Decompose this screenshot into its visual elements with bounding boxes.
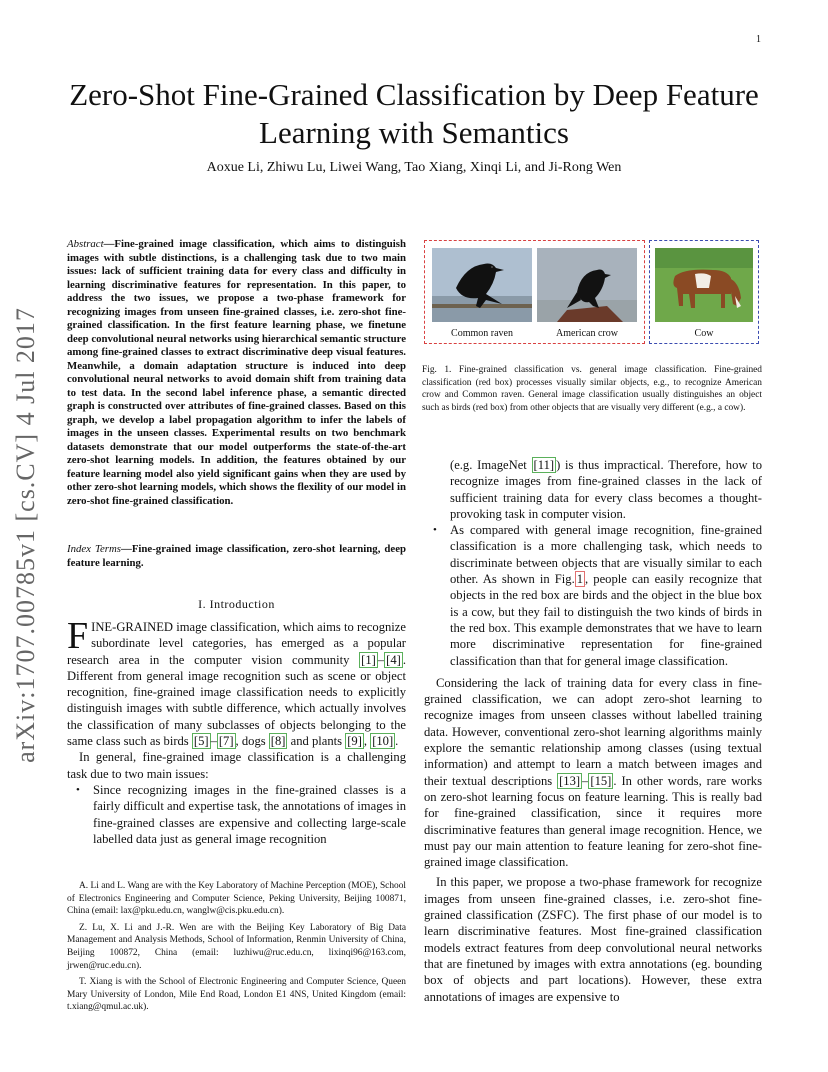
abstract-lead: Abstract bbox=[67, 238, 104, 250]
footnote: Z. Lu, X. Li and J.-R. Wen are with the Beijing Key Laboratory of Big Data Management and Analysis Methods, School of Information, Renmin University of China, Beijing 100872, China (email: luzhiwu@ruc.edu.cn, lixinqi96@163.com, jrwen@ruc.edu.cn). bbox=[67, 922, 406, 971]
intro-text: – bbox=[377, 652, 385, 667]
footnotes bbox=[67, 880, 406, 1018]
introduction-right-column bbox=[424, 457, 762, 1005]
citation-link[interactable]: [4] bbox=[386, 652, 401, 667]
intro-text: – bbox=[210, 734, 217, 749]
figure-link[interactable]: 1 bbox=[576, 572, 584, 587]
citation-link[interactable]: [9] bbox=[347, 734, 362, 749]
footnote: A. Li and L. Wang are with the Key Laboratory of Machine Perception (MOE), School of Electronics Engineering and Computer Science, Peking University, Beijing 100871, China (email: lax@pku.edu.cn, wanglw@cis.pku.edu.cn). bbox=[67, 881, 406, 917]
intro-paragraph-2: In general, fine-grained image classification is a challenging task due to two main issues: bbox=[67, 750, 406, 781]
section-heading: I. Introduction bbox=[198, 597, 275, 611]
arxiv-stamp-text: arXiv:1707.00785v1 [cs.CV] 4 Jul 2017 bbox=[11, 307, 40, 763]
intro-text: . In other words, rare works on zero-shot learning focus on feature learning. This is really bad for fine-grained classification, since it requires more discriminative features than general image recognition. Hence, we must pay our main attention to feature leaning for zero-shot fine-grained image classification. bbox=[424, 773, 762, 870]
citation-link[interactable]: [11] bbox=[533, 458, 555, 472]
issue-list-continued bbox=[424, 457, 762, 669]
author-list: Aoxue Li, Zhiwu Lu, Liwei Wang, Tao Xiang, Xinqi Li, and Ji-Rong Wen bbox=[206, 160, 622, 175]
arxiv-stamp bbox=[2, 300, 50, 770]
issue-list bbox=[67, 782, 406, 847]
cow-image bbox=[655, 248, 753, 322]
abstract-text: —Fine-grained image classification, which aims to distinguish images with subtle distinctions, is a challenging task due to two main issues: lack of sufficient training data for every class and difficulty in learning discriminative features for representation. In this paper, to address the two issues, we propose a two-phase framework for recognizing images from unseen fine-grained classes, i.e. zero-shot fine-grained classification. In the first feature learning phase, we finetune deep convolutional neural networks using hierarchical semantic structure among fine-grained classes to extract discriminative deep visual features. Meanwhile, a domain adaptation structure is induced into deep convolutional neural networks to avoid domain shift from training data to test data. In the second label inference phase, a semantic directed graph is constructed over attributes of fine-grained classes. Based on this graph, we develop a label propagation algorithm to infer the labels of images in the unseen classes. Experimental results on two benchmark datasets demonstrate that our model outperforms the state-of-the-art zero-shot learning models. In addition, the features obtained by our feature learning model also yield significant gains when they are used by other zero-shot learning models, which shows the flexility of our model in zero-shot fine-grained classification. bbox=[67, 238, 406, 507]
page-number: 1 bbox=[756, 34, 761, 45]
intro-paragraph-3 bbox=[424, 675, 762, 871]
figure-caption: Fig. 1. Fine-grained classification vs. general image classification. Fine-grained classification (red box) processes visually similar objects, e.g., to recognize American crow and Common raven. General image classification usually distinguishes an object such as birds (red box) from other objects that are visually very different (e.g., a cow). bbox=[422, 365, 762, 413]
intro-text: As compared with general image recognition, fine-grained classification is a more challenging task, which needs to discriminate between objects that are visually similar to each other. As shown in Fig. bbox=[450, 523, 762, 587]
intro-text: , people can easily recognize that objects in the red box are birds and the object in the blue box is a cow, but they fail to distinguish the two kinds of birds in the red box. This example demonstrates that we have to learn more discriminative representation for fine-grained classification than that for general image classification. bbox=[450, 572, 763, 668]
intro-text: Considering the lack of training data for every class in fine-grained classification, we can adopt zero-shot learning to recognize images from unseen classes without labelled training data. However, conventional zero-shot learning algorithms mainly explore the semantic relationship among classes (using textual information) and attempt to learn a match between images and their textual descriptions bbox=[424, 675, 762, 788]
citation-link[interactable]: [10] bbox=[372, 734, 394, 749]
intro-text: . Different from general image recognition such as scene or object recognition, fine-grained image classification needs to explicitly distinguish images with subtle difference, which actually involves the classification of many subclasses of objects belonging to the same class such as birds bbox=[67, 652, 406, 749]
index-terms bbox=[67, 543, 406, 570]
index-terms-text: —Fine-grained image classification, zero-shot learning, deep feature learning. bbox=[67, 543, 407, 569]
abstract bbox=[67, 238, 406, 508]
intro-text: . bbox=[395, 734, 399, 749]
intro-text: , bbox=[363, 734, 371, 749]
intro-text: (e.g. ImageNet bbox=[450, 458, 532, 472]
intro-text: and plants bbox=[287, 734, 346, 749]
figure-label: Common raven bbox=[451, 328, 513, 339]
citation-link[interactable]: [1] bbox=[361, 652, 376, 667]
citation-link[interactable]: [13] bbox=[559, 773, 581, 788]
intro-text: ) is thus impractical. Therefore, how to recognize images from fine-grained classes in the lack of sufficient training data for every class becomes a thought-provoking task in computer vision. bbox=[450, 458, 763, 521]
citation-link[interactable]: [7] bbox=[218, 734, 234, 749]
intro-paragraph-4: In this paper, we propose a two-phase framework for recognize images from unseen fine-grained classes, i.e. zero-shot fine-grained classification (ZSFC). The first phase of our model is to learn discriminative features. Most fine-grained classification models extract features from deep convolutional neural networks that are finetuned by images with extra annotations (eg. bounding box of objects and part locations). However, these extra annotations of images are expensive to bbox=[424, 875, 762, 1004]
common-raven-image bbox=[432, 248, 532, 322]
intro-text: – bbox=[582, 773, 589, 788]
list-item: • Since recognizing images in the fine-grained classes is a fairly difficult and expertise task, the annotations of images in fine-grained classes are expensive and collecting large-scale labelled data just as general image recognition bbox=[93, 782, 406, 847]
intro-text: INE-GRAINED image classification, which aims to recognize subordinate level categories, has emerged as a popular research area in the computer vision community bbox=[67, 620, 406, 667]
drop-cap: F bbox=[67, 615, 89, 657]
intro-text: , dogs bbox=[235, 734, 269, 749]
list-item-continued bbox=[450, 457, 762, 522]
paper-title: Zero-Shot Fine-Grained Classification by Deep Feature Learning with Semantics bbox=[69, 77, 759, 150]
list-item bbox=[450, 522, 762, 669]
citation-link[interactable]: [8] bbox=[270, 734, 286, 749]
american-crow-image bbox=[537, 248, 637, 322]
citation-link[interactable]: [5] bbox=[193, 734, 209, 749]
figure-label: American crow bbox=[556, 328, 618, 339]
index-terms-lead: Index Terms bbox=[67, 543, 122, 555]
figure-label: Cow bbox=[694, 328, 714, 339]
footnote: T. Xiang is with the School of Electronic Engineering and Computer Science, Queen Mary University of London, Mile End Road, London E1 4NS, United Kingdom (email: t.xiang@qmul.ac.uk). bbox=[67, 977, 406, 1013]
figure-1 bbox=[424, 240, 761, 348]
intro-paragraph-1 bbox=[67, 615, 406, 749]
introduction-left-column bbox=[67, 615, 406, 847]
citation-link[interactable]: [15] bbox=[590, 773, 612, 788]
